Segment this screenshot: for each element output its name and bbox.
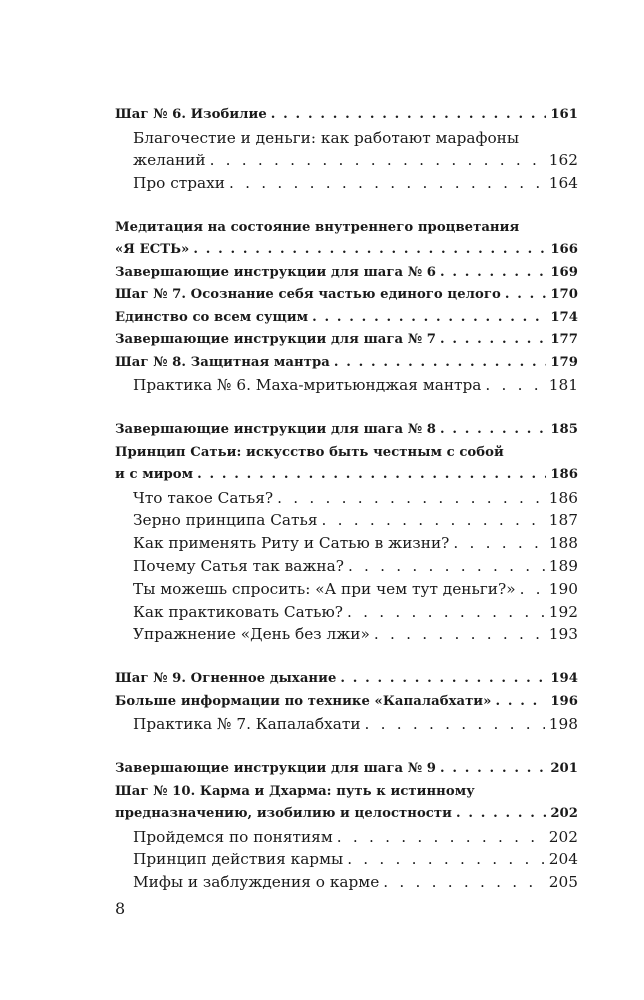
toc-entry-page: 190 — [548, 579, 578, 598]
toc-entry-subsection[interactable] — [115, 374, 578, 397]
toc-entry-row — [133, 149, 578, 172]
toc-entry-row — [115, 352, 578, 375]
toc-entry-title: Как практиковать Сатью? — [133, 602, 343, 621]
toc-entry-row — [133, 555, 578, 578]
toc-entry-subsection[interactable] — [115, 623, 578, 646]
toc-entry-row — [115, 419, 578, 442]
dot-leader — [312, 307, 546, 330]
toc-entry-page: 192 — [548, 602, 578, 621]
dot-leader — [271, 104, 547, 127]
toc-entry-subsection[interactable] — [115, 578, 578, 601]
toc-entry-row — [115, 307, 578, 330]
toc-group — [115, 419, 578, 646]
toc-entry-title: Принцип действия кармы — [133, 850, 344, 869]
toc-entry-page: 164 — [548, 174, 578, 193]
dot-leader — [440, 758, 546, 781]
toc-entry-title: предназначению, изобилию и целостности — [115, 806, 452, 822]
group-spacer — [115, 646, 578, 668]
dot-leader — [277, 487, 545, 510]
toc-entry-title: Завершающие инструкции для шага № 6 — [115, 264, 437, 280]
dot-leader — [440, 329, 546, 352]
toc-entry-page: 198 — [548, 715, 578, 734]
dot-leader — [505, 284, 547, 307]
table-of-contents — [115, 104, 578, 894]
toc-entry-title: Практика № 7. Капалабхати — [133, 715, 361, 734]
toc-entry-page: 161 — [550, 107, 578, 122]
toc-entry-subsection[interactable] — [115, 172, 578, 195]
dot-leader — [347, 601, 545, 624]
toc-entry-row — [133, 871, 578, 894]
toc-entry-section[interactable] — [115, 284, 578, 307]
toc-entry-section[interactable] — [115, 758, 578, 781]
group-spacer — [115, 195, 578, 217]
toc-entry-title: Шаг № 8. Защитная мантра — [115, 354, 330, 370]
toc-entry-title: Практика № 6. Маха-мритьюнджая мантра — [133, 376, 482, 395]
toc-entry-title: Шаг № 6. Изобилие — [115, 107, 267, 122]
toc-entry-title: и с миром — [115, 467, 194, 483]
toc-entry-page: 194 — [550, 671, 578, 687]
toc-entry-row — [133, 172, 578, 195]
toc-entry-section[interactable] — [115, 104, 578, 127]
toc-entry-title: Шаг № 7. Осознание себя частью единого целого — [115, 287, 501, 303]
page-number: 8 — [115, 899, 126, 918]
toc-entry-section[interactable] — [115, 419, 578, 442]
toc-entry-row — [115, 104, 578, 127]
toc-entry-row — [133, 532, 578, 555]
dot-leader — [453, 532, 544, 555]
toc-entry-row — [133, 601, 578, 624]
toc-entry-subsection[interactable] — [115, 848, 578, 871]
toc-entry-row — [133, 826, 578, 849]
toc-entry-title: Больше информации по технике «Капалабхати» — [115, 693, 492, 709]
toc-entry-row — [133, 578, 578, 601]
toc-entry-page: 177 — [550, 332, 578, 348]
toc-entry-row — [115, 691, 578, 714]
toc-entry-section[interactable] — [115, 262, 578, 285]
toc-entry-page: 205 — [548, 873, 578, 892]
dot-leader — [334, 352, 546, 375]
toc-entry-section[interactable] — [115, 352, 578, 375]
dot-leader — [322, 509, 545, 532]
dot-leader — [485, 374, 544, 397]
dot-leader — [440, 419, 546, 442]
toc-entry-section[interactable] — [115, 691, 578, 714]
toc-entry-page: 185 — [550, 422, 578, 438]
toc-entry-title: Единство со всем сущим — [115, 309, 309, 325]
dot-leader — [197, 464, 546, 487]
toc-entry-title-line1: Благочестие и деньги: как работают марафоны — [133, 128, 520, 147]
toc-entry-subsection[interactable] — [115, 601, 578, 624]
toc-group — [115, 668, 578, 736]
toc-entry-row — [133, 713, 578, 736]
toc-entry-page: 169 — [550, 264, 578, 280]
toc-entry-title-line1: Принцип Сатьи: искусство быть честным с собой — [115, 444, 504, 460]
toc-entry-subsection[interactable] — [115, 509, 578, 532]
toc-entry-subsection[interactable] — [115, 532, 578, 555]
dot-leader — [374, 623, 545, 646]
toc-entry-section[interactable] — [115, 668, 578, 691]
toc-entry-title: Упражнение «День без лжи» — [133, 625, 370, 644]
toc-entry-page: 202 — [548, 827, 578, 846]
toc-entry-title: Мифы и заблуждения о карме — [133, 873, 380, 892]
toc-entry-page: 196 — [550, 693, 578, 709]
dot-leader — [456, 803, 546, 826]
toc-entry-page: 189 — [548, 557, 578, 576]
toc-group — [115, 217, 578, 397]
toc-entry-page: 162 — [548, 151, 578, 170]
toc-entry-row — [133, 848, 578, 871]
dot-leader — [340, 668, 546, 691]
toc-entry-row — [115, 464, 578, 487]
toc-entry-title: Пройдемся по понятиям — [133, 827, 333, 846]
toc-entry-subsection[interactable] — [115, 871, 578, 894]
toc-entry-section[interactable] — [115, 442, 578, 487]
dot-leader — [229, 172, 545, 195]
toc-entry-row — [115, 803, 578, 826]
toc-entry-subsection[interactable] — [115, 826, 578, 849]
toc-entry-row — [133, 623, 578, 646]
toc-entry-page: 186 — [550, 467, 578, 483]
toc-entry-page: 174 — [550, 309, 578, 325]
toc-entry-page: 179 — [550, 354, 578, 370]
toc-entry-title-line1: Шаг № 10. Карма и Дхарма: путь к истинному — [115, 783, 475, 799]
toc-entry-page: 181 — [548, 376, 578, 395]
group-spacer — [115, 397, 578, 419]
toc-entry-title: Завершающие инструкции для шага № 9 — [115, 761, 437, 777]
dot-leader — [383, 871, 545, 894]
toc-entry-page: 187 — [548, 511, 578, 530]
toc-entry-row — [115, 284, 578, 307]
dot-leader — [193, 239, 546, 262]
toc-entry-page: 193 — [548, 625, 578, 644]
toc-entry-title: «Я ЕСТЬ» — [115, 242, 190, 258]
toc-entry-row — [115, 329, 578, 352]
toc-entry-row — [115, 758, 578, 781]
toc-entry-row — [133, 509, 578, 532]
toc-entry-subsection[interactable] — [115, 555, 578, 578]
dot-leader — [210, 149, 545, 172]
toc-entry-title: Про страхи — [133, 174, 225, 193]
toc-entry-title: Что такое Сатья? — [133, 488, 274, 507]
toc-entry-page: 186 — [548, 488, 578, 507]
toc-entry-title: Завершающие инструкции для шага № 7 — [115, 332, 437, 348]
dot-leader — [347, 848, 545, 871]
toc-group — [115, 758, 578, 894]
dot-leader — [337, 826, 545, 849]
toc-entry-page: 201 — [550, 761, 578, 777]
toc-entry-title: Завершающие инструкции для шага № 8 — [115, 422, 437, 438]
toc-entry-title: желаний — [133, 151, 206, 170]
toc-entry-page: 202 — [550, 806, 578, 822]
toc-entry-title: Шаг № 9. Огненное дыхание — [115, 671, 337, 687]
toc-entry-subsection[interactable] — [115, 127, 578, 173]
toc-entry-row — [115, 239, 578, 262]
toc-entry-title-line1: Медитация на состояние внутреннего процветания — [115, 219, 520, 235]
toc-entry-title: Как применять Риту и Сатью в жизни? — [133, 534, 450, 553]
toc-entry-page: 166 — [550, 242, 578, 258]
toc-entry-row — [115, 262, 578, 285]
dot-leader — [520, 578, 545, 601]
toc-entry-section[interactable] — [115, 781, 578, 826]
toc-entry-row — [115, 668, 578, 691]
toc-group — [115, 104, 578, 195]
toc-entry-section[interactable] — [115, 307, 578, 330]
dot-leader — [365, 713, 545, 736]
toc-entry-title: Зерно принципа Сатья — [133, 511, 318, 530]
toc-entry-page: 204 — [548, 850, 578, 869]
toc-entry-page: 170 — [550, 287, 578, 303]
toc-entry-row — [133, 487, 578, 510]
toc-entry-title: Ты можешь спросить: «А при чем тут деньги?» — [133, 579, 516, 598]
dot-leader — [348, 555, 545, 578]
group-spacer — [115, 736, 578, 758]
dot-leader — [495, 691, 546, 714]
dot-leader — [440, 262, 546, 285]
toc-entry-section[interactable] — [115, 217, 578, 262]
toc-entry-page: 188 — [548, 534, 578, 553]
toc-entry-subsection[interactable] — [115, 713, 578, 736]
toc-entry-title: Почему Сатья так важна? — [133, 557, 344, 576]
toc-entry-subsection[interactable] — [115, 487, 578, 510]
toc-entry-row — [133, 374, 578, 397]
toc-entry-section[interactable] — [115, 329, 578, 352]
